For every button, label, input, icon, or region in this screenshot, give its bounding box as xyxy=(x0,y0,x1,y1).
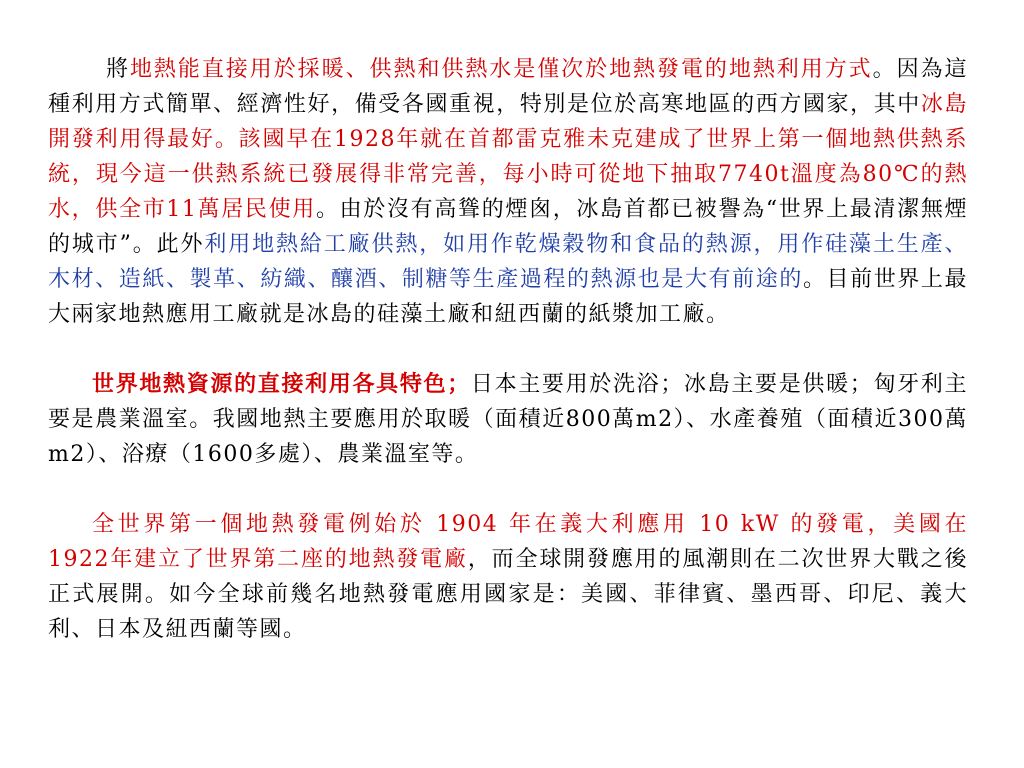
text-segment: 日本主要用於洗浴；冰島主要是供暖；匈牙利主要是農業溫室。我國地熱主要應用於取暖（面積近800萬m2）、水產養殖（面積近300萬m2）、浴療（1600多處）、農業溫室等。 xyxy=(48,372,968,467)
text-segment: 。由於沒有高聳的煙囪，冰島首都已被譽為“世界上最清潔無煙的城市”。此外 xyxy=(48,197,968,257)
text-segment-highlight-red: 全世界第一個地熱發電例始於 1904 年在義大利應用 10 kW 的發電，美國在 1922年建立了世界第二座的地熱發電廠 xyxy=(48,512,968,572)
text-segment: 。目前世界上最大兩家地熱應用工廠就是冰島的硅藻土廠和紐西蘭的紙漿加工廠。 xyxy=(48,267,968,327)
paragraph-direct-heating xyxy=(48,52,968,332)
text-segment: 將 xyxy=(106,57,130,82)
text-segment-highlight-red: 冰島開發利用得最好。該國早在1928年就在首都雷克雅未克建成了世界上第一個地熱供熱系統，現今這一供熱系統已發展得非常完善，每小時可從地下抽取7740t溫度為80℃的熱水，供全市11萬居民使用 xyxy=(48,92,968,222)
text-segment-heading-red: 世界地熱資源的直接利用各具特色； xyxy=(92,371,471,397)
text-segment-highlight-red: 地熱能直接用於採暖、供熱和供熱水是僅次於地熱發電的地熱利用方式 xyxy=(129,57,873,82)
text-segment: ，而全球開發應用的風潮則在二次世界大戰之後正式展開。如今全球前幾名地熱發電應用國家是：美國、菲律賓、墨西哥、印尼、義大利、日本及紐西蘭等國。 xyxy=(48,547,968,642)
paragraph-geothermal-power xyxy=(48,507,968,647)
text-segment-highlight-blue: 利用地熱給工廠供熱，如用作乾燥穀物和食品的熱源，用作硅藻土生產、木材、造紙、製革、紡織、釀酒、制糖等生產過程的熱源也是大有前途的 xyxy=(48,232,968,292)
text-segment: 。因為這種利用方式簡單、經濟性好，備受各國重視，特別是位於高寒地區的西方國家，其中 xyxy=(48,57,968,117)
paragraph-world-features xyxy=(48,367,968,472)
